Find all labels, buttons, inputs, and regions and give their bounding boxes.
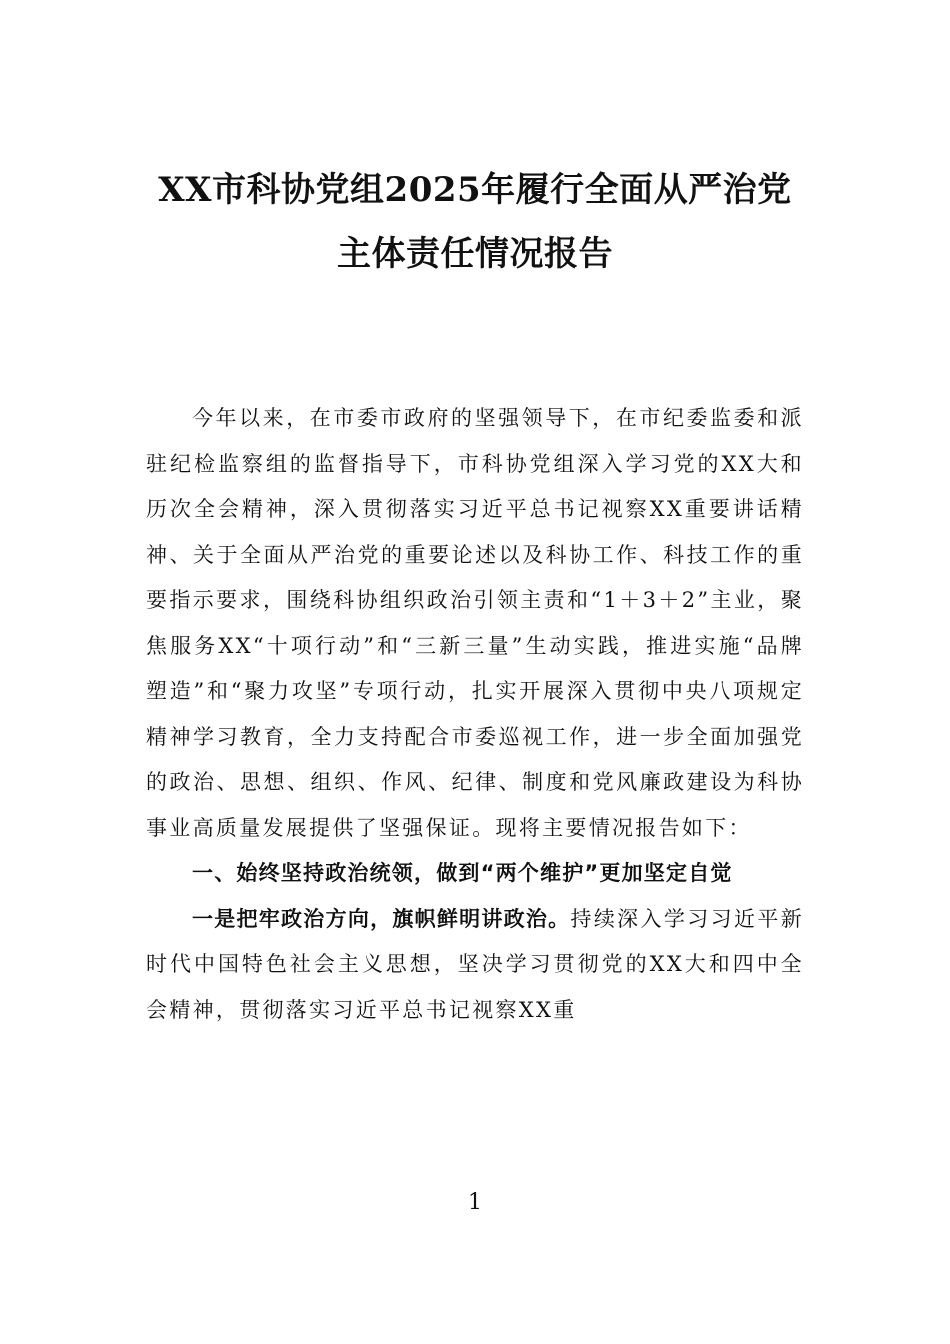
point-1-text: 持续深入学习习近平新时代中国特色社会主义思想，坚决学习贯彻党的XX大和四中全会精神，贯彻落实习近平总书记视察XX重 [146,906,805,1022]
document-body [146,396,804,1033]
intro-paragraph: 今年以来，在市委市政府的坚强领导下，在市纪委监委和派驻纪检监察组的监督指导下，市科协党组深入学习党的XX大和历次全会精神，深入贯彻落实习近平总书记视察XX重要讲话精神、关于全面从严治党的重要论述以及科协工作、科技工作的重要指示要求，围绕科协组织政治引领主责和“1＋3＋2”主业，聚焦服务XX“十项行动”和“三新三量”生动实践，推进实施“品牌塑造”和“聚力攻坚”专项行动，扎实开展深入贯彻中央八项规定精神学习教育，全力支持配合市委巡视工作，进一步全面加强党的政治、思想、组织、作风、纪律、制度和党风廉政建设为科协事业高质量发展提供了坚强保证。现将主要情况报告如下： [146,406,804,840]
title-line-2: 主体责任情况报告 [337,234,613,274]
section-1-heading: 一、始终坚持政治统领，做到“两个维护”更加坚定自觉 [192,861,733,885]
point-1-paragraph [146,897,804,1034]
point-1-lead: 一是把牢政治方向，旗帜鲜明讲政治。 [192,906,571,931]
page-number: 1 [468,1190,482,1215]
title-line-1: XX市科协党组2025年履行全面从严治党 [158,170,792,210]
document-title [100,168,850,276]
